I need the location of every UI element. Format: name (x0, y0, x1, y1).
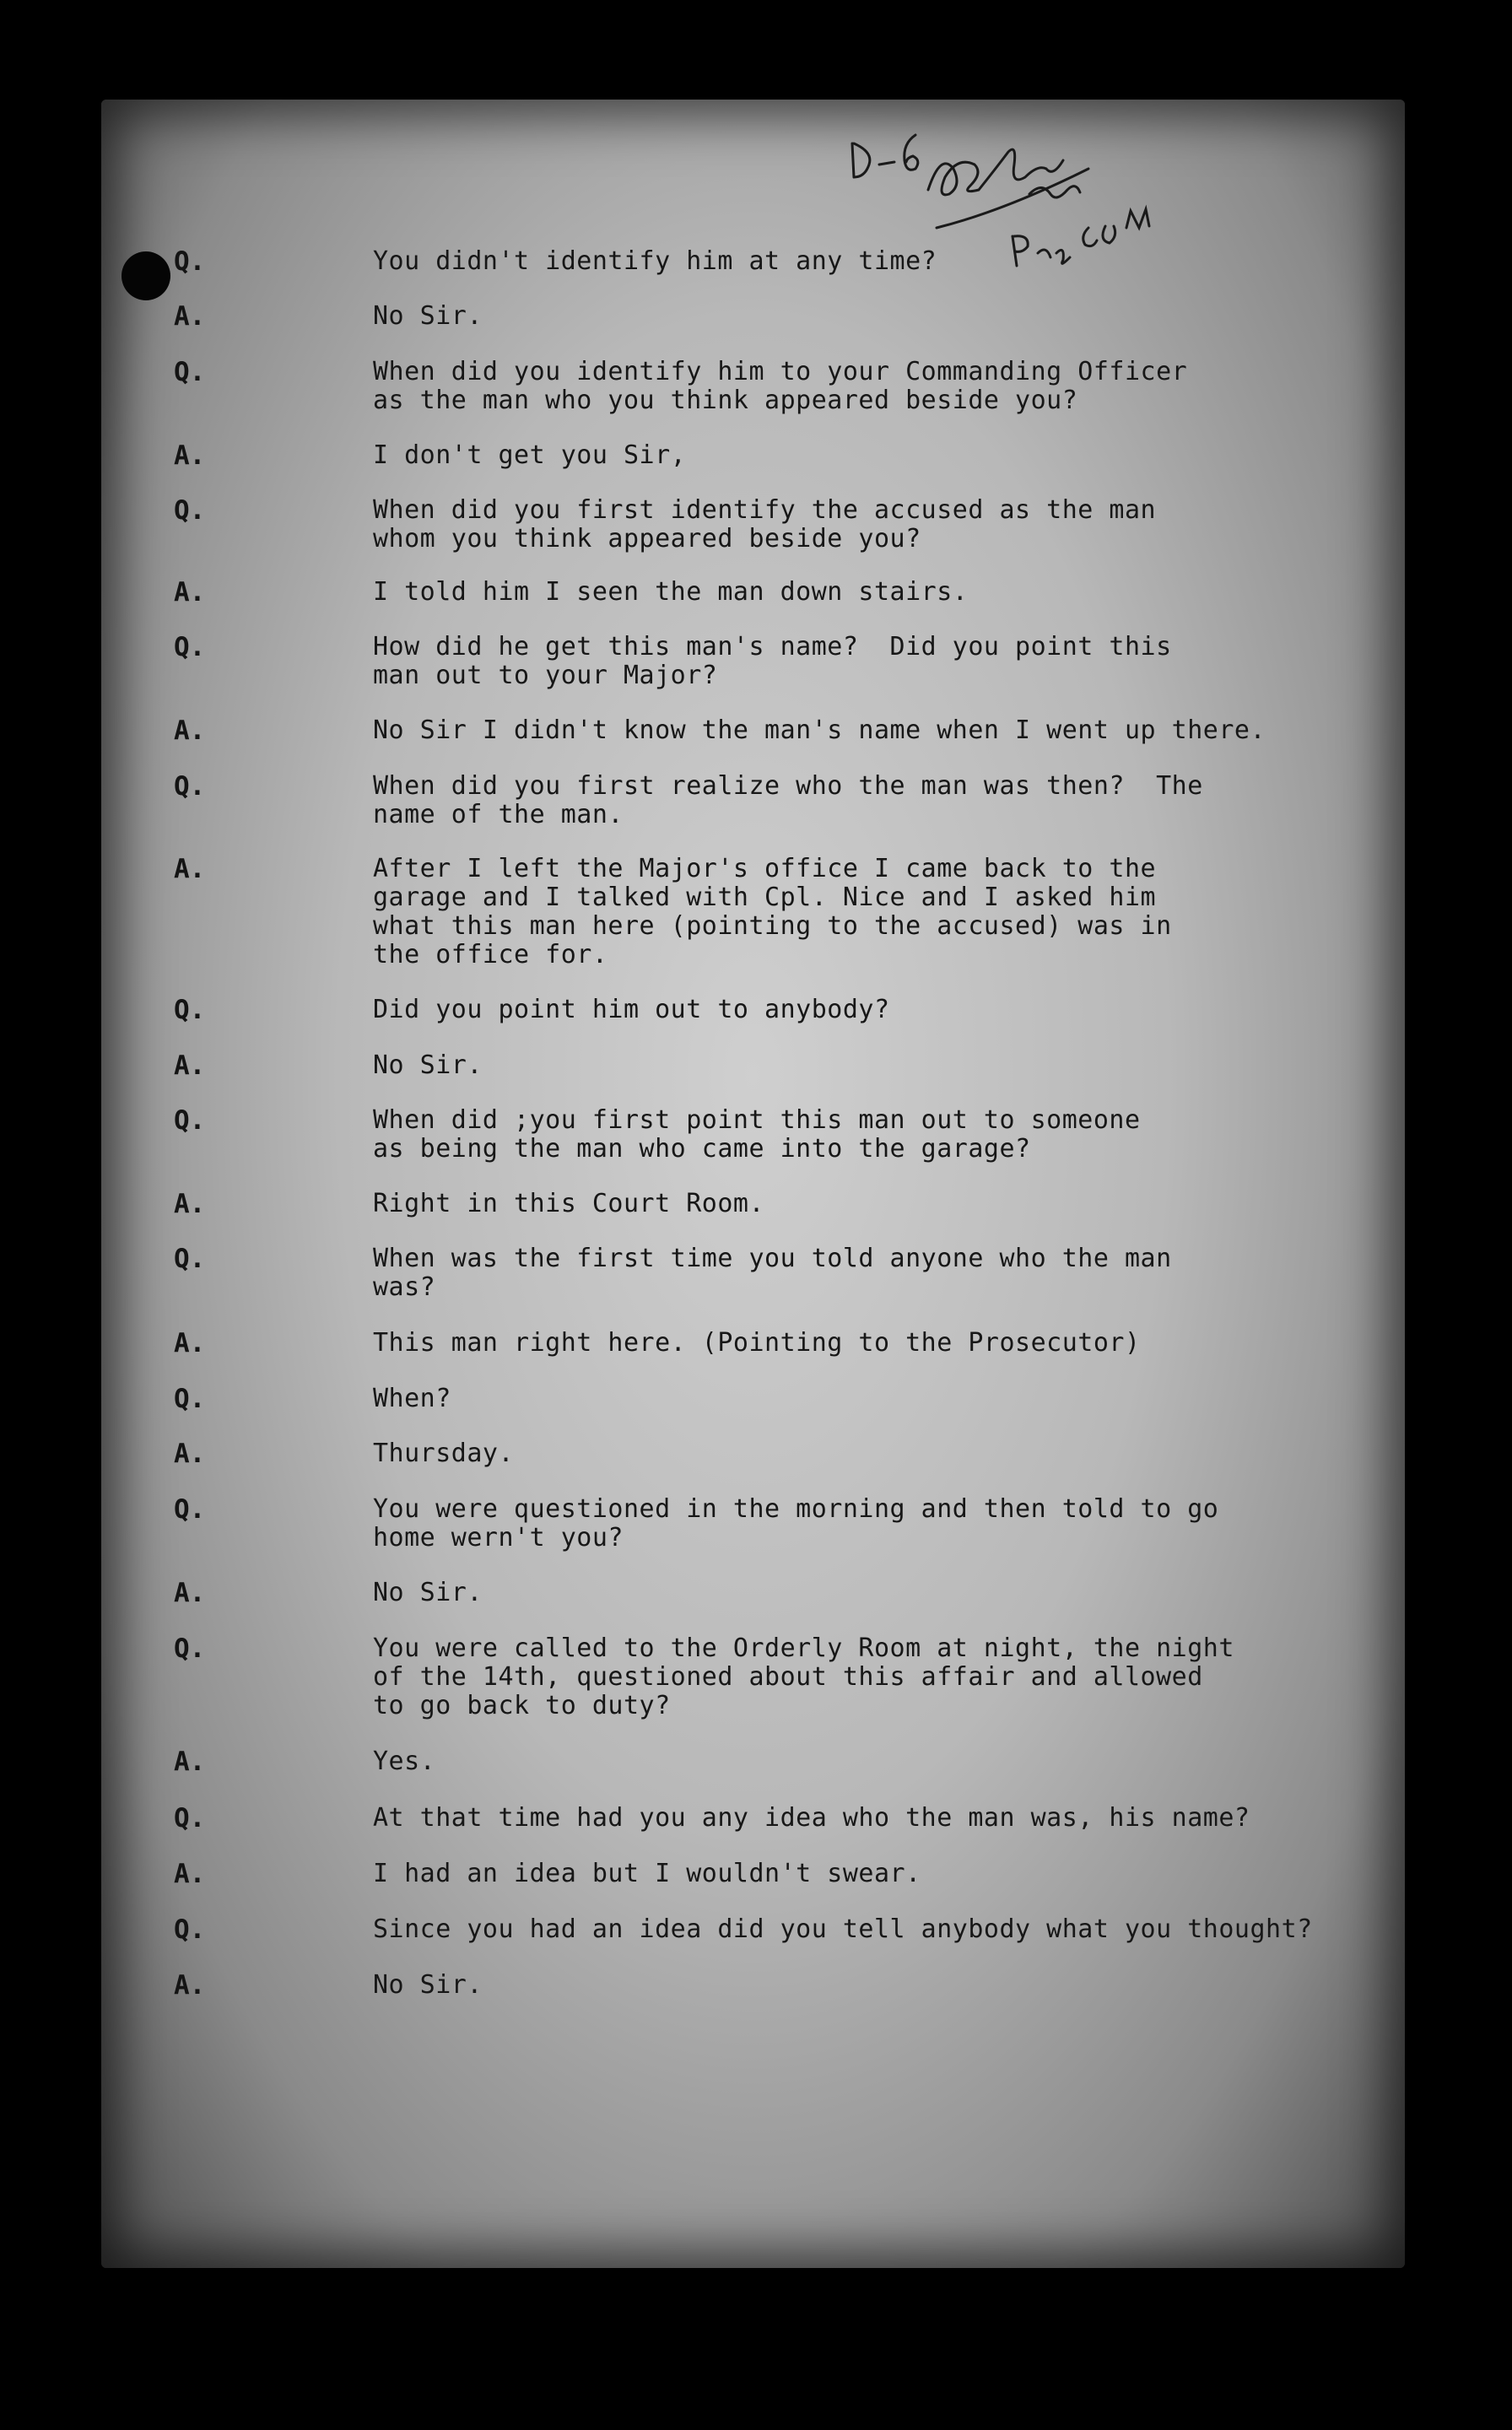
qa-text: When? (373, 1384, 451, 1413)
speaker-label: Q. (174, 1244, 206, 1274)
qa-text: When was the first time you told anyone who the man was? (373, 1244, 1172, 1302)
speaker-label: A. (174, 854, 206, 884)
speaker-label: Q. (174, 1384, 206, 1414)
qa-text: I told him I seen the man down stairs. (373, 577, 969, 607)
speaker-label: Q. (174, 632, 206, 662)
speaker-label: A. (174, 1859, 206, 1889)
qa-text: No Sir. (373, 301, 483, 331)
speaker-label: A. (174, 1189, 206, 1219)
speaker-label: Q. (174, 357, 206, 387)
qa-text: No Sir I didn't know the man's name when I went up there. (373, 716, 1266, 745)
qa-text: Yes. (373, 1747, 436, 1776)
qa-text: You were questioned in the morning and then told to go home wern't you? (373, 1494, 1219, 1552)
speaker-label: Q. (174, 246, 206, 277)
qa-text: After I left the Major's office I came back to the garage and I talked with Cpl. Nice and I asked him what this man here (pointing to the accused) was in the office for. (373, 854, 1172, 969)
speaker-label: Q. (174, 1914, 206, 1945)
speaker-label: A. (174, 577, 206, 608)
qa-text: Since you had an idea did you tell anybody what you thought? (373, 1914, 1313, 1944)
qa-text: You didn't identify him at any time? (373, 246, 937, 276)
speaker-label: A. (174, 1747, 206, 1777)
speaker-label: Q. (174, 495, 206, 526)
speaker-label: Q. (174, 1803, 206, 1833)
qa-text: When did ;you first point this man out to someone as being the man who came into the garage? (373, 1105, 1141, 1164)
speaker-label: A. (174, 1328, 206, 1358)
qa-text: No Sir. (373, 1050, 483, 1080)
qa-text: Did you point him out to anybody? (373, 995, 890, 1024)
speaker-label: A. (174, 301, 206, 332)
speaker-label: A. (174, 1970, 206, 2001)
qa-text: I don't get you Sir, (373, 440, 687, 470)
speaker-label: A. (174, 1578, 206, 1608)
qa-text: At that time had you any idea who the man was, his name? (373, 1803, 1250, 1833)
qa-text: When did you first identify the accused as the man whom you think appeared beside you? (373, 495, 1157, 554)
qa-text: I had an idea but I wouldn't swear. (373, 1859, 921, 1888)
qa-text: How did he get this man's name? Did you point this man out to your Major? (373, 632, 1172, 690)
speaker-label: Q. (174, 1494, 206, 1525)
speaker-label: Q. (174, 771, 206, 802)
speaker-label: A. (174, 440, 206, 471)
speaker-label: A. (174, 1050, 206, 1081)
qa-text: No Sir. (373, 1578, 483, 1607)
qa-text: No Sir. (373, 1970, 483, 2000)
speaker-label: Q. (174, 1634, 206, 1664)
speaker-label: Q. (174, 1105, 206, 1136)
speaker-label: A. (174, 1439, 206, 1469)
speaker-label: A. (174, 716, 206, 746)
qa-text: When did you identify him to your Commanding Officer as the man who you think appeared beside you? (373, 357, 1188, 415)
qa-text: Right in this Court Room. (373, 1189, 765, 1218)
qa-text: You were called to the Orderly Room at night, the night of the 14th, questioned about this affair and allowed to go back to duty? (373, 1634, 1234, 1720)
qa-text: Thursday. (373, 1439, 515, 1468)
qa-text: This man right here. (Pointing to the Prosecutor) (373, 1328, 1141, 1358)
speaker-label: Q. (174, 995, 206, 1025)
qa-text: When did you first realize who the man was then? The name of the man. (373, 771, 1203, 829)
